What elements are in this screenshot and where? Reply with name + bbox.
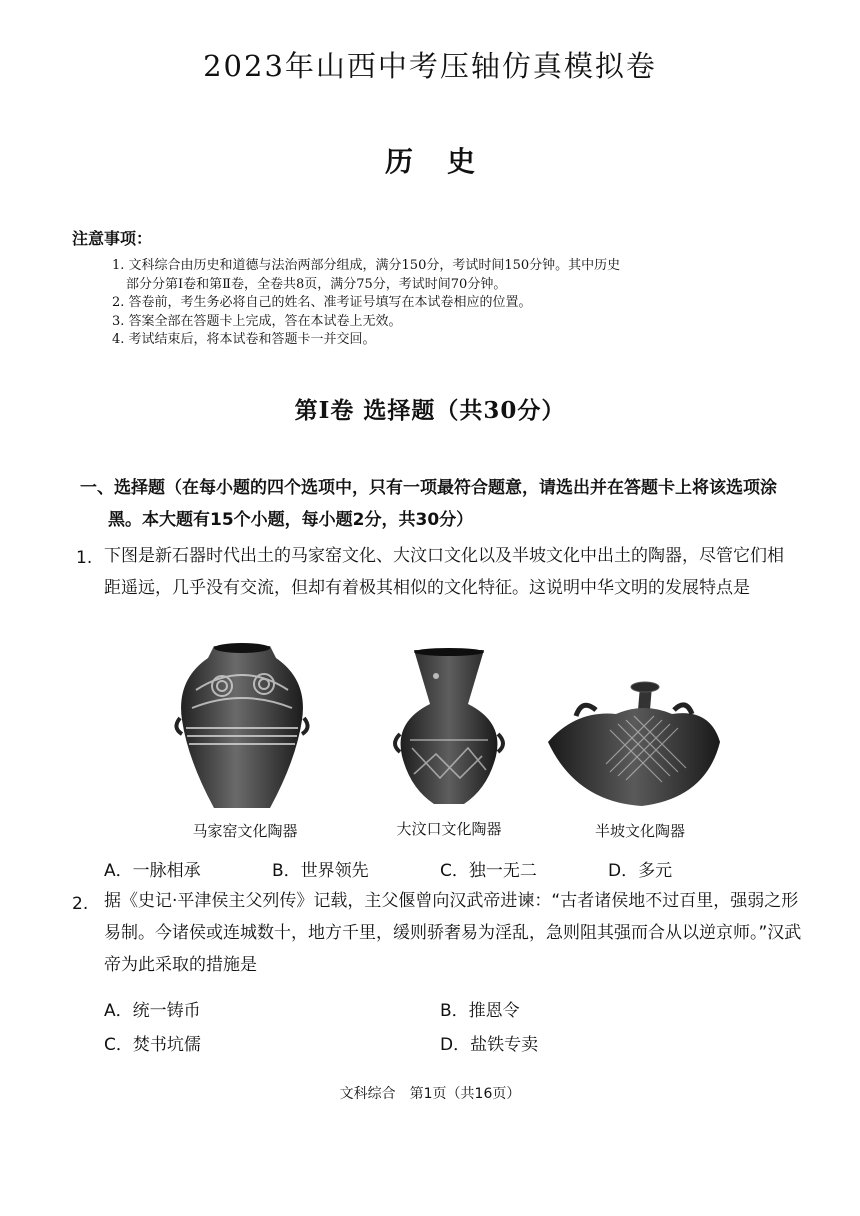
question-text: 下图是新石器时代出土的马家窑文化、大汶口文化以及半坡文化中出土的陶器，尽管它们相距遥远，几乎没有交流，但却有着极其相似的文化特征。这说明中华文明的发展特点是 [104,546,784,598]
option-c[interactable]: C．独一无二 [440,861,537,881]
pottery-caption: 马家窑文化陶器 [192,822,298,840]
majiayao-pottery-image [172,640,312,812]
option-a[interactable]: A．一脉相承 [104,861,201,881]
notes-list [112,257,802,350]
note-item: 1. 文科综合由历史和道德与法治两部分组成，满分150分，考试时间150分钟。其中历史 [112,258,621,273]
note-item: 4. 考试结束后，将本试卷和答题卡一并交回。 [112,332,376,347]
question-number: 1. [76,548,93,568]
question-number: 2. [72,894,89,914]
option-d[interactable]: D．多元 [608,861,673,881]
notes-heading: 注意事项： [72,229,153,248]
note-item: 部分分第Ⅰ卷和第Ⅱ卷，全卷共8页，满分75分，考试时间70分钟。 [126,276,507,292]
option-c[interactable]: C．焚书坑儒 [104,1035,201,1055]
section-title: 第Ⅰ卷 选择题（共30分） [294,397,566,424]
option-b[interactable]: B．世界领先 [272,861,369,881]
page-footer: 文科综合 第1页（共16页） [339,1086,521,1102]
question-text: 据《史记·平津侯主父列传》记载，主父偃曾向汉武帝进谏：“古者诸侯地不过百里，强弱之形易制。今诸侯或连城数十，地方千里，缓则骄奢易为淫乱，急则阻其强而合从以逆京师。”汉武帝为此采取的措施是 [104,891,802,975]
option-d[interactable]: D．盐铁专卖 [440,1035,539,1055]
part-instructions: 一、选择题（在每小题的四个选项中，只有一项最符合题意，请选出并在答题卡上将该选项涂黑。本大题有15个小题，每小题2分，共30分） [80,478,777,530]
pottery-caption: 半坡文化陶器 [594,822,685,840]
note-item: 2. 答卷前，考生务必将自己的姓名、准考证号填写在本试卷相应的位置。 [112,295,532,310]
banpo-pottery-image [546,680,722,808]
subject-title: 历史 [384,145,509,178]
option-b[interactable]: B．推恩令 [440,1001,520,1021]
pottery-caption: 大汶口文化陶器 [396,820,502,838]
option-a[interactable]: A．统一铸币 [104,1001,201,1021]
exam-title: 2023年山西中考压轴仿真模拟卷 [203,49,657,83]
note-item: 3. 答案全部在答题卡上完成，答在本试卷上无效。 [112,313,402,329]
dawenkou-pottery-image [390,648,508,810]
